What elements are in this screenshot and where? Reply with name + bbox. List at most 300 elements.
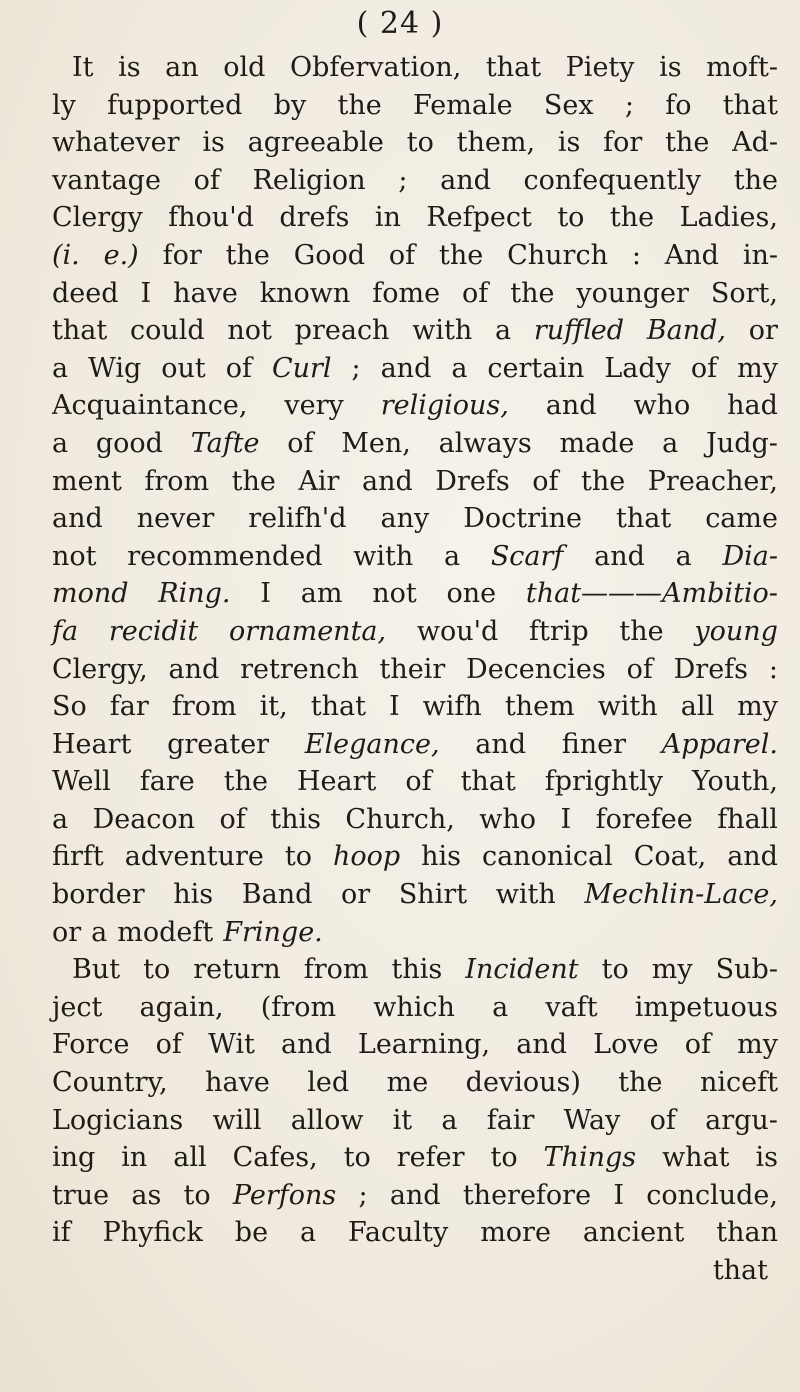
word: of [287,427,314,459]
word: recidit [108,615,199,647]
word: to [143,954,171,986]
word: or [341,879,371,911]
text-line [52,917,778,955]
text-line [52,202,778,240]
word: the [231,465,276,497]
text-line [52,127,778,165]
word: return [193,954,281,986]
word: (from [260,991,337,1023]
word: Church [507,239,608,271]
word: Drefs [435,465,510,497]
word: of [405,766,432,798]
word: younger [576,277,689,309]
word: Clergy [52,202,143,234]
word: I [140,277,152,309]
word: fo [665,89,692,121]
word: Drefs [673,653,749,685]
text-line [52,541,778,579]
word: that [616,503,672,535]
word: fa [52,615,79,647]
word: that [485,52,542,83]
word: Heart [52,728,132,760]
word: refer [396,1142,465,1174]
text-line [52,52,778,90]
word: Coat, [633,841,707,873]
word: Well [52,766,111,798]
word: a [492,991,509,1023]
text-line [52,766,778,804]
word: it, [259,691,288,723]
word: Incident [465,954,579,986]
word: and [545,390,597,422]
text-line [52,1255,778,1293]
word: of [684,1029,711,1061]
word: vantage [52,164,161,196]
word: Dia- [722,540,778,572]
text-line [52,1180,778,1218]
word: in [121,1142,148,1174]
word: Decencies [466,653,606,685]
word: forefee [595,803,693,835]
text-line [52,390,778,428]
word: in [374,202,401,234]
word: the [439,239,484,271]
word: with [412,315,473,347]
word: canonical [482,841,613,873]
word: known [259,277,351,309]
word: Ladies, [679,202,778,234]
word: a [451,352,468,384]
word: all [173,1142,207,1174]
word: Faculty [348,1217,449,1249]
word: of [532,465,559,497]
word: of [649,1104,676,1136]
word: ruffled [533,315,625,347]
word: Sub- [715,954,778,986]
word: Tafte [190,427,260,459]
word: (i. [52,239,80,271]
word: firft [52,841,104,873]
word: not [227,315,272,347]
word: out [161,352,206,384]
word: and [52,503,103,535]
word: agreeable [247,127,384,159]
word: and [440,164,491,196]
word: and [727,841,778,873]
word: of [225,352,252,384]
word: Ring. [158,578,231,610]
text-line [52,1067,778,1105]
page-number: ( 24 ) [356,6,444,41]
word: confequently [523,164,702,196]
word: fair [486,1104,535,1136]
word: any [380,503,430,535]
text-line [52,616,778,654]
word: mond [52,578,129,610]
word: that [712,1255,768,1286]
word: never [136,503,215,535]
word: finer [561,728,627,760]
word: their [379,653,446,685]
word: not [372,578,417,610]
word: or [748,315,778,347]
word: Wit [208,1029,255,1061]
text-line [52,90,778,128]
word: allow [290,1104,364,1136]
word: ing [52,1142,96,1174]
word: always [438,427,532,459]
word: with [353,540,414,572]
text-line [52,165,778,203]
word: wou'd [416,615,499,647]
word: and [168,653,220,685]
word: ftrip [529,615,589,647]
word: Mechlin-Lace, [584,879,778,911]
word: that [52,315,108,347]
word: Sex [543,89,594,121]
word: modeft [117,916,214,948]
word: again, [139,991,224,1023]
word: good [95,427,163,459]
word: I [613,1179,624,1211]
word: which [373,991,455,1023]
word: the [581,465,626,497]
word: So [52,691,87,723]
word: old [223,52,266,83]
word: by [273,89,307,121]
word: border [52,879,145,911]
word: and [594,540,645,572]
word: to [406,127,434,159]
word: of [388,239,416,271]
word: Love [593,1029,659,1061]
word: made [559,427,635,459]
word: is [202,127,225,159]
word: Apparel. [661,728,778,760]
word: that———Ambitio- [525,578,778,610]
word: fprightly [544,766,663,798]
word: moft- [706,52,778,83]
word: in- [742,239,778,271]
word: ; [624,89,634,121]
word: very [284,390,344,422]
word: what [662,1142,730,1174]
word: fhou'd [168,202,254,234]
page-body-text [52,52,778,1293]
word: ject [52,991,103,1023]
word: Lady [604,352,671,384]
word: Preacher, [647,465,778,497]
word: Curl [271,352,332,384]
word: greater [167,728,270,760]
word: to [343,1142,371,1174]
word: Wig [88,352,142,384]
word: my [651,954,693,986]
text-line [52,578,778,616]
word: if [52,1217,71,1249]
word: religious, [380,390,509,422]
word: ; [398,164,408,196]
word: Fringe. [223,916,323,948]
word: relifh'd [248,503,347,535]
text-line [52,1105,778,1143]
word: Shirt [398,879,468,911]
word: Logicians [52,1104,184,1136]
word: fhall [717,803,778,835]
text-line [52,729,778,767]
text-line [52,466,778,504]
word: have [173,277,238,309]
word: the [733,164,778,196]
word: to [284,841,312,873]
word: fare [139,766,195,798]
text-line [52,278,778,316]
word: as [131,1179,162,1211]
text-line [52,841,778,879]
word: Doctrine [463,503,583,535]
word: : [631,239,641,271]
word: and [380,352,432,384]
word: fome [372,277,441,309]
word: that [460,766,516,798]
word: them [504,691,575,723]
word: or [52,916,82,948]
word: an [165,52,199,83]
text-line [52,353,778,391]
word: adventure [124,841,264,873]
word: with [597,691,658,723]
word: ; [351,352,361,384]
word: of [690,352,718,384]
word: retrench [240,653,359,685]
word: and [389,1179,441,1211]
word: be [234,1217,269,1249]
word: led [307,1067,350,1099]
word: Clergy, [52,653,148,685]
word: impetuous [634,991,778,1023]
text-line [52,691,778,729]
text-line [52,315,778,353]
word: for [603,127,643,159]
word: e.) [103,239,139,271]
text-line [52,428,778,466]
word: have [205,1067,270,1099]
text-line [52,992,778,1030]
word: whatever [52,127,180,159]
word: one [446,578,497,610]
word: who [479,803,537,835]
word: to [557,202,585,234]
text-line [52,1217,778,1255]
word: all [680,691,715,723]
word: Elegance, [304,728,440,760]
word: ly [52,89,76,121]
word: his [173,879,214,911]
text-line [52,804,778,842]
word: Religion [252,164,366,196]
word: with [495,879,556,911]
word: recommended [127,540,323,572]
word: to [183,1179,211,1211]
word: Refpect [426,202,532,234]
word: Good [293,239,366,271]
word: Church, [345,803,455,835]
word: could [129,315,205,347]
word: conclude, [646,1179,778,1211]
word: a [91,916,108,948]
word: ; [358,1179,368,1211]
word: Things [543,1142,637,1174]
word: Men, [341,427,411,459]
word: and [280,1029,332,1061]
word: Band [241,879,313,911]
word: the [510,277,555,309]
word: a [441,1104,458,1136]
word: ment [52,465,122,497]
word: than [716,1217,778,1249]
text-line [52,654,778,692]
word: a [299,1217,317,1249]
word: and [361,465,413,497]
word: far [109,691,149,723]
word: But [72,954,121,986]
word: Acquaintance, [52,390,248,422]
word: a [52,427,69,459]
word: that [310,691,366,723]
word: to [490,1142,518,1174]
word: had [727,390,778,422]
word: : [768,653,778,685]
word: vaft [545,991,598,1023]
word: true [52,1179,110,1211]
word: and [475,728,527,760]
word: from [171,691,237,723]
word: a [662,427,679,459]
word: drefs [279,202,350,234]
word: a [675,540,692,572]
word: Cafes, [232,1142,318,1174]
word: niceft [699,1067,778,1099]
word: a [444,540,461,572]
text-line [52,503,778,541]
text-line [52,954,778,992]
word: the [619,615,664,647]
word: my [737,691,778,723]
word: Heart [296,766,377,798]
word: and [516,1029,568,1061]
word: I [388,691,400,723]
word: am [300,578,343,610]
word: a [494,315,512,347]
word: certain [487,352,585,384]
word: is [659,52,682,83]
word: Force [52,1029,130,1061]
word: is [118,52,141,83]
word: Female [413,89,513,121]
word: is [557,127,581,159]
word: Deacon [92,803,196,835]
word: a [52,803,69,835]
word: for [162,239,202,271]
word: the [223,766,268,798]
word: Ad- [732,127,778,159]
word: that [722,89,778,121]
word: deed [52,277,119,309]
word: from [144,465,210,497]
word: will [212,1104,262,1136]
word: his [421,841,462,873]
word: ornamenta, [228,615,387,647]
word: Way [563,1104,621,1136]
word: therefore [462,1179,592,1211]
word: hoop [332,841,401,873]
word: preach [294,315,390,347]
word: of [462,277,489,309]
word: argu- [705,1104,778,1136]
word: Phyfick [102,1217,203,1249]
word: And [664,239,719,271]
text-line [52,1142,778,1180]
word: the [337,89,382,121]
word: I [560,803,572,835]
word: this [391,954,443,986]
word: it [392,1104,413,1136]
word: young [694,615,778,647]
word: wifh [422,691,482,723]
word: them, [456,127,536,159]
word: Air [298,465,340,497]
word: my [737,352,778,384]
word: Scarf [490,540,564,572]
word: of [155,1029,182,1061]
word: Perfons [232,1179,337,1211]
text-line [52,879,778,917]
text-line [52,1029,778,1067]
word: not [52,540,97,572]
word: It [72,52,94,83]
word: a [52,352,69,384]
word: my [737,1029,778,1061]
word: Piety [565,52,635,83]
word: Youth, [691,766,778,798]
word: of [626,653,653,685]
word: more [480,1217,551,1249]
word: the [665,127,710,159]
word: me [386,1067,429,1099]
word: is [755,1142,778,1174]
word: Obfervation, [289,52,462,83]
word: the [618,1067,663,1099]
word: of [193,164,220,196]
word: came [705,503,778,535]
word: I [260,578,271,610]
word: who [633,390,691,422]
word: to [601,954,629,986]
word: Learning, [357,1029,491,1061]
word: Country, [52,1067,168,1099]
word: Judg- [706,427,778,459]
word: fupported [107,89,243,121]
word: from [303,954,369,986]
word: Sort, [710,277,778,309]
word: ancient [582,1217,685,1249]
text-line [52,240,778,278]
word: devious) [465,1067,581,1099]
word: this [270,803,321,835]
word: Band, [646,315,727,347]
word: of [219,803,246,835]
word: the [609,202,655,234]
